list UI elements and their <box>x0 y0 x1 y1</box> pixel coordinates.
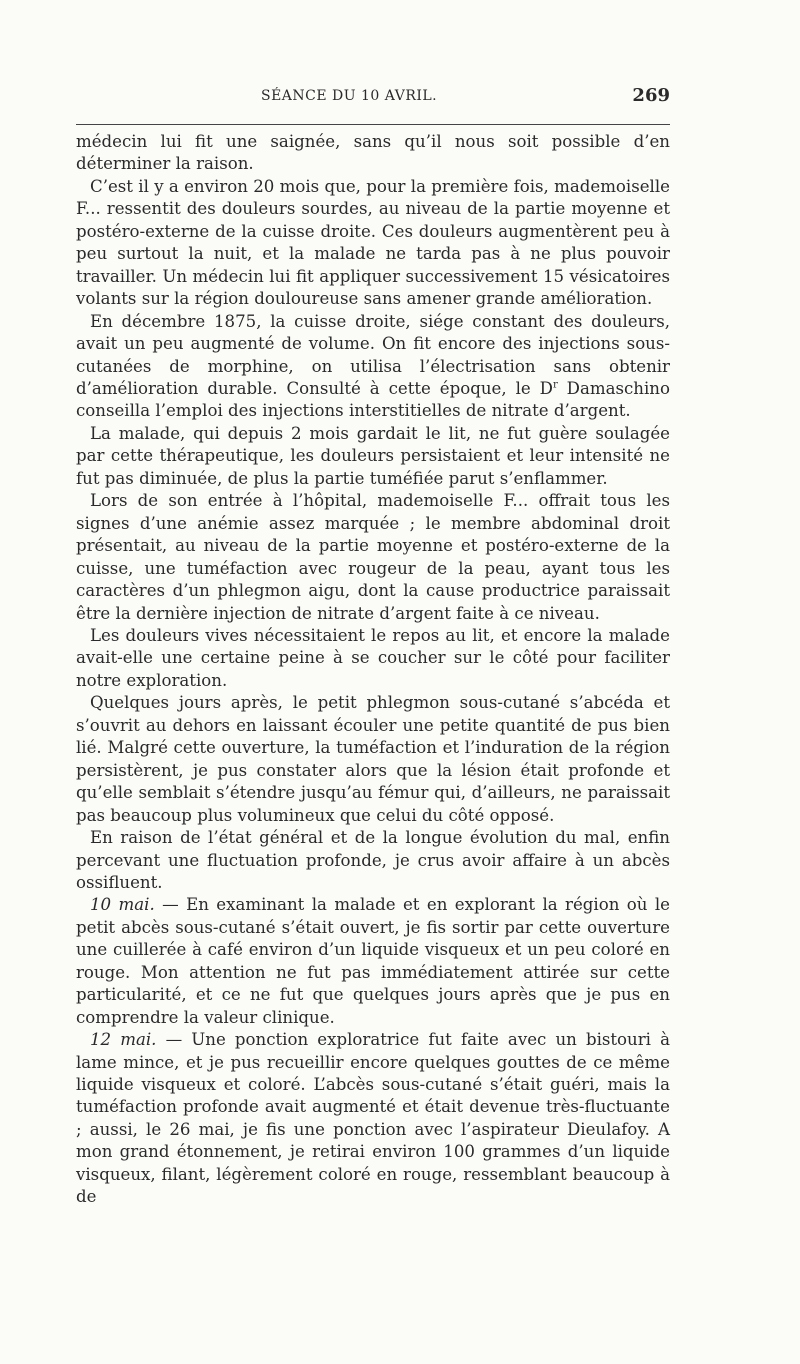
paragraph-10-text: — Une ponction exploratrice fut faite avec un bistouri à lame mince, et je pus recueillir encore quelques gouttes de ce même liquide visqueux et coloré. L’abcès sous-cutané s’était guéri, mais la tuméfaction profonde avait augmenté et était devenue très-fluctuante ; aussi, le 26 mai, je fis une ponction avec l’aspirateur Dieulafoy. A mon grand étonnement, je retirai environ 100 grammes d’un liquide visqueux, filant, légèrement coloré en rouge, ressemblant beaucoup à de <box>76 1030 670 1207</box>
paragraph-2: C’est il y a environ 20 mois que, pour la première fois, mademoiselle F... ressentit des douleurs sourdes, au niveau de la partie moyenne et postéro-externe de la cuisse droite. Ces douleurs augmentèrent peu à peu surtout la nuit, et la malade ne tarda pas à ne plus pouvoir travailler. Un médecin lui fit appliquer successivement 15 vésicatoires volants sur la région douloureuse sans amener grande amélioration. <box>76 176 670 309</box>
paragraph-8: En raison de l’état général et de la longue évolution du mal, enfin percevant une fluctuation profonde, je crus avoir affaire à un abcès ossifluent. <box>76 828 670 892</box>
body-text <box>76 131 670 1209</box>
paragraph-9-text: — En examinant la malade et en explorant la région où le petit abcès sous-cutané s’était ouvert, je fis sortir par cette ouverture une cuillerée à café environ d’un liquide visqueux et un peu coloré en rouge. Mon attention ne fut pas immédiatement attirée sur cette particularité, et ce ne fut que quelques jours après que je pus en comprendre la valeur clinique. <box>76 895 670 1027</box>
paragraph-6: Les douleurs vives nécessitaient le repos au lit, et encore la malade avait-elle une certaine peine à se coucher sur le côté pour faciliter notre exploration. <box>76 625 670 690</box>
running-head: SÉANCE DU 10 AVRIL. <box>261 88 438 104</box>
paragraph-10 <box>76 1029 670 1209</box>
paragraph-7: Quelques jours après, le petit phlegmon sous-cutané s’abcéda et s’ouvrit au dehors en laissant écouler une petite quantité de pus bien lié. Malgré cette ouverture, la tuméfaction et l’induration de la région persistèrent, je pus constater alors que la lésion était profonde et qu’elle semblait s’étendre jusqu’au fémur qui, d’ailleurs, ne paraissait pas beaucoup plus volumineux que celui du côté opposé. <box>76 693 670 825</box>
page-number: 269 <box>632 85 670 106</box>
page-header <box>76 85 670 114</box>
header-rule <box>76 124 670 125</box>
paragraph-9 <box>76 894 670 1029</box>
date-10-mai: 10 mai. <box>90 895 155 915</box>
paragraph-4: La malade, qui depuis 2 mois gardait le lit, ne fut guère soulagée par cette thérapeutique, les douleurs persistaient et leur intensité ne fut pas diminuée, de plus la partie tuméfiée parut s’enflammer. <box>76 423 670 488</box>
paragraph-3-text: En décembre 1875, la cuisse droite, siége constant des douleurs, avait un peu augmenté de volume. On fit encore des injections sous-cutanées de morphine, on utilisa l’électrisation sans obtenir d’amélioration durable. Consulté à cette époque, le D <box>76 311 670 398</box>
date-12-mai: 12 mai. <box>90 1030 157 1050</box>
paragraph-5: Lors de son entrée à l’hôpital, mademoiselle F... offrait tous les signes d’une anémie assez marquée ; le membre abdominal droit présentait, au niveau de la partie moyenne et postéro-externe de la cuisse, une tuméfaction avec rougeur de la peau, ayant tous les caractères d’un phlegmon aigu, dont la cause productrice paraissait être la dernière injection de nitrate d’argent faite à ce niveau. <box>76 491 670 623</box>
paragraph-3-text-end: Damaschino conseilla l’emploi des injections interstitielles de nitrate d’argent. <box>76 378 670 421</box>
doctor-abbrev-superscript: r <box>552 379 558 391</box>
paragraph-1: médecin lui fit une saignée, sans qu’il nous soit possible d’en déterminer la raison. <box>76 132 670 174</box>
paragraph-3 <box>76 311 670 423</box>
